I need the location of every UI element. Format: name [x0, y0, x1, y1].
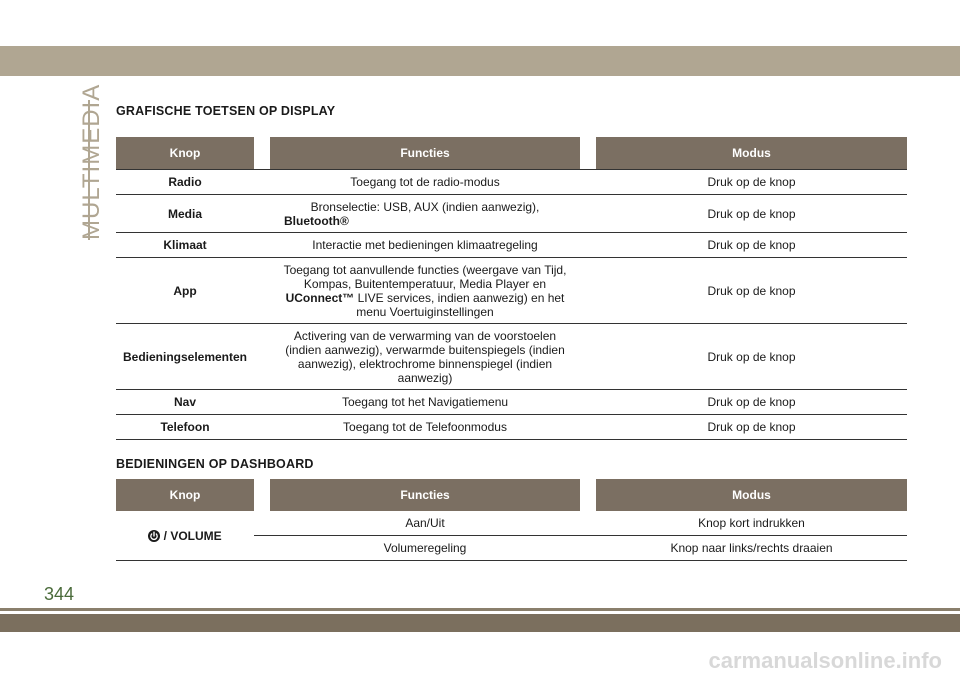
- table-header-row: [116, 137, 907, 170]
- functie-cell: Interactie met bedieningen klimaatregeling: [254, 233, 596, 258]
- section-title-dashboard: BEDIENINGEN OP DASHBOARD: [116, 457, 314, 471]
- knop-cell: Bedieningselementen: [116, 324, 254, 390]
- functie-cell: Volumeregeling: [254, 536, 596, 561]
- functie-cell: Toegang tot het Navigatiemenu: [254, 390, 596, 415]
- modus-cell: Druk op de knop: [596, 170, 907, 195]
- header-functies: Functies: [270, 137, 580, 170]
- bottom-band: [0, 614, 960, 632]
- table-row: [116, 195, 907, 233]
- header-modus: Modus: [596, 479, 907, 511]
- table-row: [116, 415, 907, 440]
- functie-cell: Toegang tot de Telefoonmodus: [254, 415, 596, 440]
- functie-cell: Activering van de verwarming van de voorstoelen (indien aanwezig), verwarmde buitenspiegels (indien aanwezig), elektrochrome binnenspiegel (indien aanwezig): [254, 324, 596, 390]
- knop-cell: Telefoon: [116, 415, 254, 440]
- table-row: [116, 324, 907, 390]
- header-modus: Modus: [596, 137, 907, 170]
- display-buttons-table: [116, 137, 907, 440]
- modus-cell: Druk op de knop: [596, 324, 907, 390]
- power-icon: [148, 530, 160, 542]
- modus-cell: Druk op de knop: [596, 415, 907, 440]
- modus-cell: Druk op de knop: [596, 390, 907, 415]
- header-knop: Knop: [116, 137, 254, 170]
- section-title-display: GRAFISCHE TOETSEN OP DISPLAY: [116, 104, 336, 118]
- modus-cell: Knop naar links/rechts draaien: [596, 536, 907, 561]
- header-functies: Functies: [270, 479, 580, 511]
- functie-cell: Bronselectie: USB, AUX (indien aanwezig), Bluetooth®: [254, 195, 596, 233]
- table-header-row: [116, 479, 907, 511]
- watermark: carmanualsonline.info: [708, 648, 942, 673]
- functie-cell: Toegang tot aanvullende functies (weergave van Tijd, Kompas, Buitentemperatuur, Media Player en UConnect™ LIVE services, indien aanwezig) en het menu Voertuiginstellingen: [254, 258, 596, 324]
- section-side-label: MULTIMEDIA: [78, 83, 105, 240]
- functie-cell: Aan/Uit: [254, 511, 596, 536]
- dashboard-controls-table: [116, 479, 907, 561]
- top-band: [0, 46, 960, 76]
- knop-cell: App: [116, 258, 254, 324]
- header-knop: Knop: [116, 479, 254, 511]
- knop-cell: Klimaat: [116, 233, 254, 258]
- page-number: 344: [44, 584, 75, 604]
- table-row: [116, 170, 907, 195]
- modus-cell: Knop kort indrukken: [596, 511, 907, 536]
- knop-cell: Radio: [116, 170, 254, 195]
- table-row: [116, 233, 907, 258]
- bottom-band-line: [0, 608, 960, 611]
- knop-cell: / VOLUME: [116, 511, 254, 561]
- table-row: [116, 258, 907, 324]
- modus-cell: Druk op de knop: [596, 233, 907, 258]
- modus-cell: Druk op de knop: [596, 195, 907, 233]
- knop-cell: Nav: [116, 390, 254, 415]
- modus-cell: Druk op de knop: [596, 258, 907, 324]
- knop-cell: Media: [116, 195, 254, 233]
- table-row: [116, 511, 907, 536]
- table-row: [116, 390, 907, 415]
- functie-cell: Toegang tot de radio-modus: [254, 170, 596, 195]
